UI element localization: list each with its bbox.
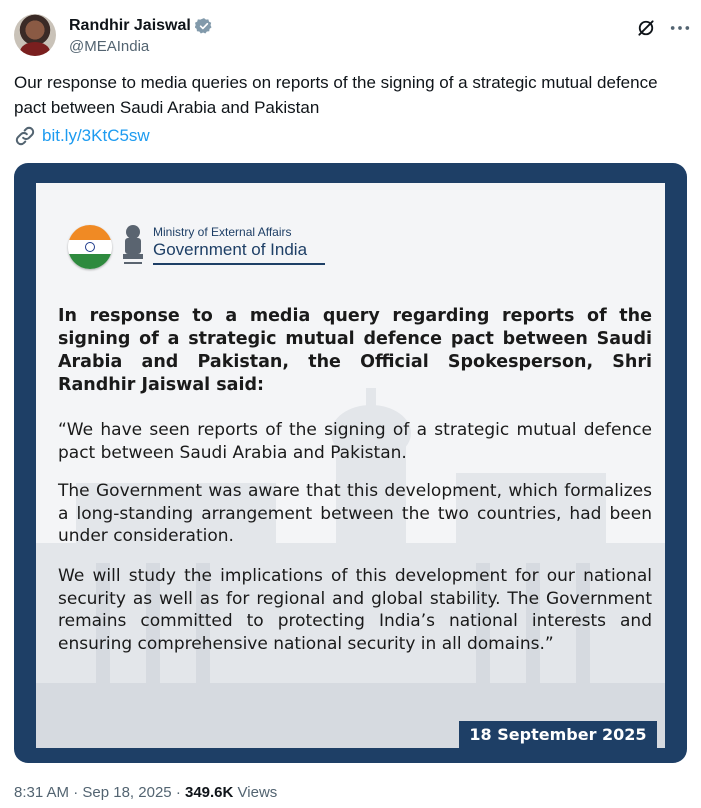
government-line: Government of India: [153, 240, 308, 259]
media-image[interactable]: [14, 163, 687, 763]
statement-paragraph-3: We will study the implications of this development for our national security as well as for regional and global stability. The Government remains committed to protecting India’s national interests and ensuring comprehensive national security in all domains.”: [58, 566, 652, 654]
tweet-date[interactable]: Sep 18, 2025: [82, 784, 172, 801]
tweet-time[interactable]: 8:31 AM: [14, 784, 70, 801]
meta-separator: ·: [175, 784, 181, 801]
link-icon: [14, 125, 36, 147]
statement-card: [36, 183, 665, 748]
grok-icon[interactable]: [636, 18, 656, 38]
verified-icon: [195, 17, 213, 35]
tweet-meta: [14, 784, 277, 801]
statement-date: 18 September 2025: [459, 721, 657, 748]
more-icon[interactable]: [669, 18, 691, 38]
link-text[interactable]: bit.ly/3KtC5sw: [42, 126, 150, 145]
author-name-row[interactable]: [69, 16, 213, 36]
ministry-line: Ministry of External Affairs: [153, 225, 292, 239]
tweet-text: Our response to media queries on reports of the signing of a strategic mutual defence pact between Saudi Arabia and Pakistan: [14, 73, 658, 117]
author-display-name[interactable]: Randhir Jaiswal: [69, 17, 191, 34]
statement-paragraph-1: “We have seen reports of the signing of a strategic mutual defence pact between Saudi Arabia and Pakistan.: [58, 420, 652, 463]
statement-paragraph-2: The Government was aware that this development, which formalizes a long-standing arrangement between the two countries, had been under consideration.: [58, 481, 652, 546]
tweet-header: [14, 12, 687, 60]
views-label: Views: [237, 784, 278, 801]
tweet-link[interactable]: [14, 124, 150, 148]
flag-icon: [68, 225, 112, 269]
statement-lead: In response to a media query regarding reports of the signing of a strategic mutual defence pact between Saudi Arabia and Pakistan, the Official Spokesperson, Shri Randhir Jaiswal said:: [58, 306, 652, 395]
views-count[interactable]: 349.6K: [184, 784, 234, 801]
meta-separator: ·: [73, 784, 79, 801]
emblem-icon: [120, 223, 146, 269]
author-handle[interactable]: @MEAIndia: [69, 38, 150, 55]
logo-underline: [153, 263, 325, 265]
ministry-logo: [68, 223, 328, 285]
avatar[interactable]: [14, 14, 56, 56]
